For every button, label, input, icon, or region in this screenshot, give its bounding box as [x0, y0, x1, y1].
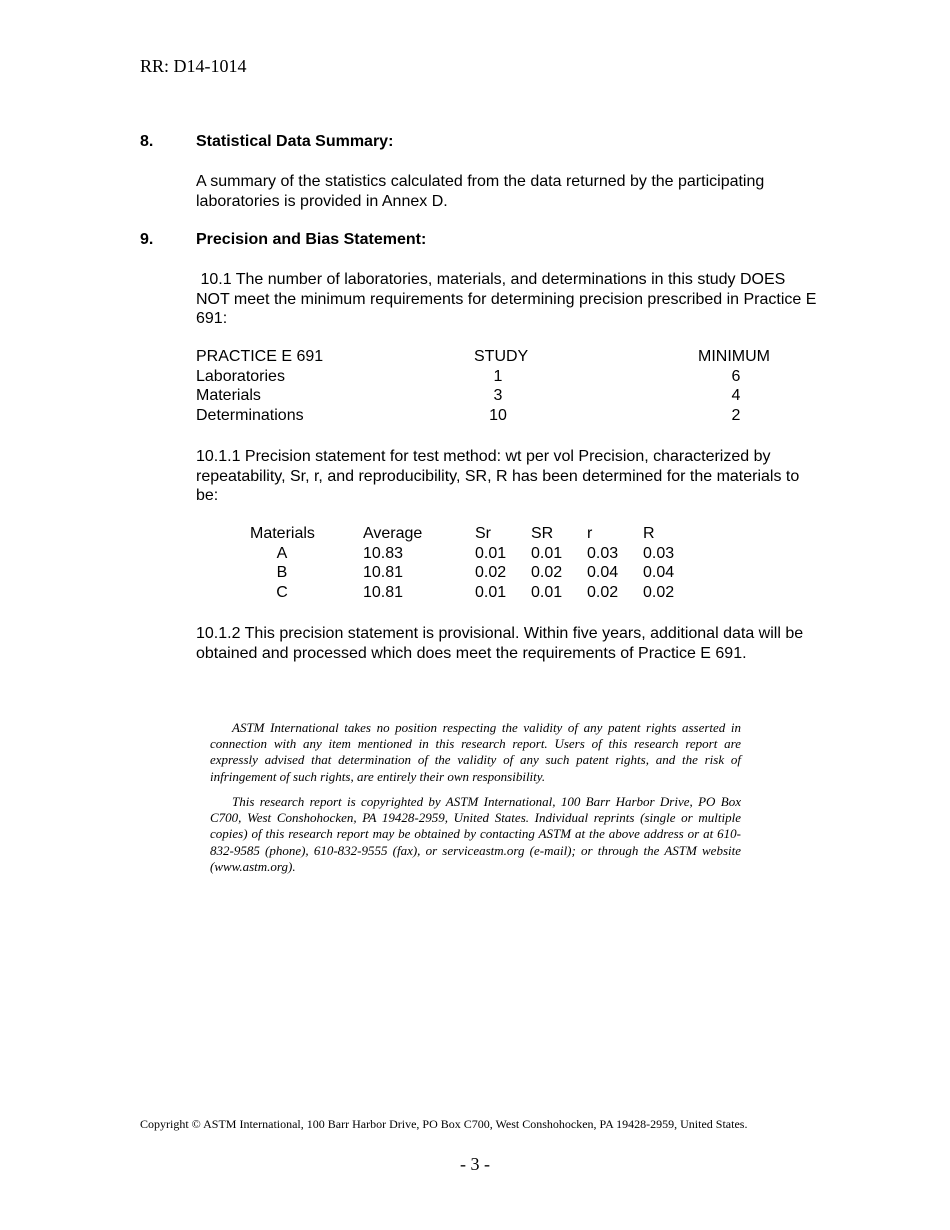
precision-header-sr: Sr [475, 525, 491, 542]
section-9-number: 9. [140, 231, 154, 248]
precision-header-r: r [587, 525, 593, 542]
section-8-body: A summary of the statistics calculated from the data returned by the participating laboratories is provided in Annex D. [196, 173, 765, 210]
precision-cell-r: 0.04 [587, 564, 619, 581]
section-9-title: Precision and Bias Statement: [196, 231, 427, 248]
precision-cell-sr: 0.01 [475, 545, 507, 562]
precision-cell-sr: 0.02 [475, 564, 507, 581]
precision-header-SR: SR [531, 525, 554, 542]
precision-header-materials: Materials [250, 525, 315, 542]
practice-header-study: STUDY [474, 348, 529, 365]
copyright-notice: This research report is copyrighted by ASTM International, 100 Barr Harbor Drive, PO Box C700, West Conshohocken, PA 19428-2959, United States. Individual reprints (single or multiple copies) of this research report may be obtained by contacting ASTM at the above address or at 610-832-9585 (phone), 610-832-9555 (fax), or serviceastm.org (e-mail); or through the ASTM website (www.astm.org). [210, 794, 741, 874]
precision-header-R: R [643, 525, 655, 542]
practice-table-row [196, 407, 796, 427]
practice-row-minimum: 4 [731, 387, 741, 404]
precision-cell-sr: 0.01 [475, 584, 507, 601]
precision-table-row [250, 545, 690, 565]
precision-cell-R: 0.02 [643, 584, 675, 601]
practice-row-study: 1 [493, 368, 503, 385]
practice-header-practice: PRACTICE E 691 [196, 348, 324, 365]
footer-copyright: Copyright © ASTM International, 100 Barr Harbor Drive, PO Box C700, West Conshohocken, PA 19428-2959, United States. [140, 1117, 748, 1131]
practice-row-minimum: 2 [731, 407, 741, 424]
paragraph-10-1-1: 10.1.1 Precision statement for test method: wt per vol Precision, characterized by repeatability, Sr, r, and reproducibility, SR, R has been determined for the materials to be: [196, 448, 800, 505]
practice-table-header [196, 348, 796, 368]
section-8-title: Statistical Data Summary: [196, 133, 394, 150]
practice-row-minimum: 6 [731, 368, 741, 385]
precision-table-row [250, 584, 690, 604]
precision-cell-R: 0.03 [643, 545, 675, 562]
report-id: RR: D14-1014 [140, 56, 247, 76]
precision-cell-SR: 0.02 [531, 564, 563, 581]
practice-table-row [196, 387, 796, 407]
precision-cell-r: 0.03 [587, 545, 619, 562]
precision-cell-R: 0.04 [643, 564, 675, 581]
precision-cell-material: B [276, 564, 288, 581]
section-8-number: 8. [140, 133, 154, 150]
precision-cell-average: 10.83 [363, 545, 404, 562]
practice-row-study: 3 [493, 387, 503, 404]
paragraph-10-1-2: 10.1.2 This precision statement is provisional. Within five years, additional data will be obtained and processed which does meet the requirements of Practice E 691. [196, 625, 804, 662]
precision-table-row [250, 564, 690, 584]
precision-cell-r: 0.02 [587, 584, 619, 601]
practice-row-label: Materials [196, 387, 261, 404]
page-number: - 3 - [460, 1154, 490, 1174]
precision-cell-material: C [276, 584, 288, 601]
practice-row-study: 10 [489, 407, 507, 424]
precision-cell-SR: 0.01 [531, 545, 563, 562]
precision-header-average: Average [363, 525, 423, 542]
precision-cell-average: 10.81 [363, 564, 404, 581]
practice-row-label: Determinations [196, 407, 304, 424]
practice-header-minimum: MINIMUM [698, 348, 770, 365]
patent-notice: ASTM International takes no position respecting the validity of any patent rights asserted in connection with any item mentioned in this research report. Users of this research report are expressly advised that determination of the validity of any such patent rights, and the risk of infringement of such rights, are entirely their own responsibility. [210, 720, 741, 784]
precision-cell-SR: 0.01 [531, 584, 563, 601]
practice-table-row [196, 368, 796, 388]
precision-cell-average: 10.81 [363, 584, 404, 601]
precision-cell-material: A [276, 545, 288, 562]
paragraph-10-1: 10.1 The number of laboratories, materials, and determinations in this study DOES NOT meet the minimum requirements for determining precision prescribed in Practice E 691: [196, 271, 821, 328]
precision-table-header [250, 525, 690, 545]
practice-row-label: Laboratories [196, 368, 285, 385]
